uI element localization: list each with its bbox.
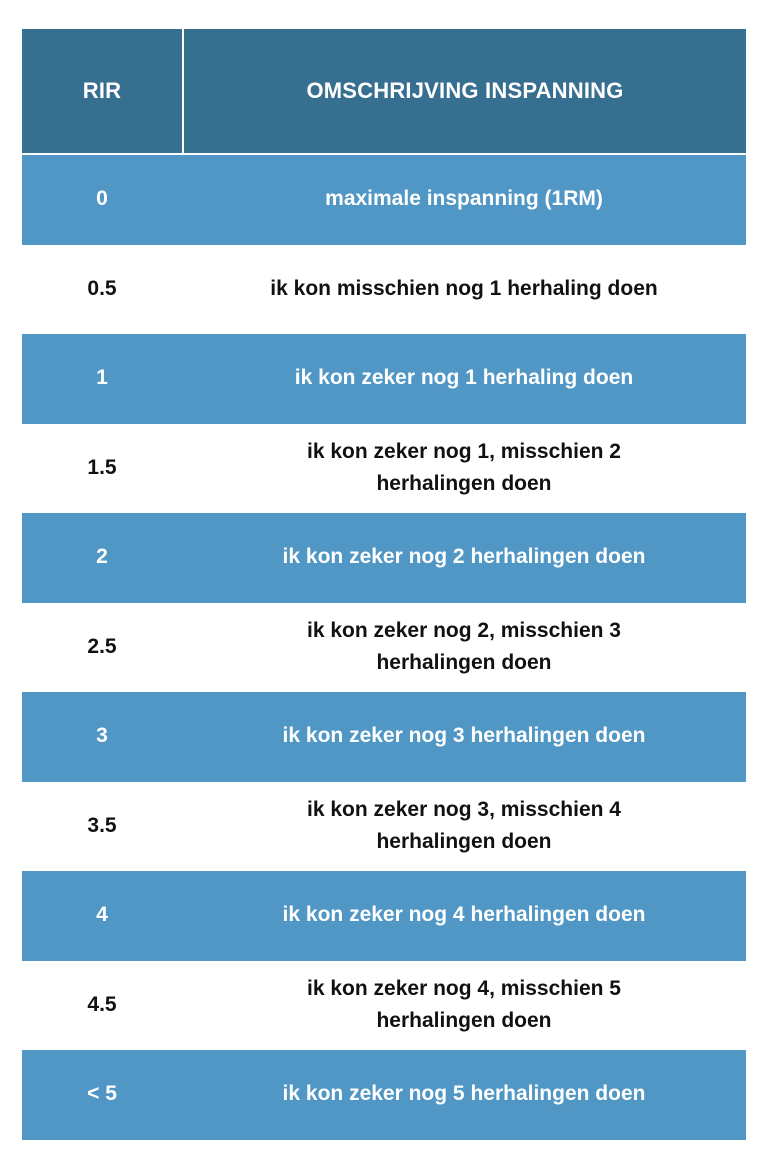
table-row xyxy=(22,513,746,603)
rir-value: 2 xyxy=(96,545,108,569)
table-row xyxy=(22,692,746,782)
table-row xyxy=(22,1050,746,1140)
description-cell xyxy=(182,155,746,245)
rir-value: 2.5 xyxy=(87,634,117,658)
rir-value: 4.5 xyxy=(87,992,117,1016)
rir-cell xyxy=(22,424,182,514)
rir-cell xyxy=(22,245,182,335)
table-row xyxy=(22,424,746,514)
description-text: ik kon zeker nog 5 herhalingen doen xyxy=(282,1082,646,1106)
rir-cell xyxy=(22,155,182,245)
header-description-label: OMSCHRIJVING INSPANNING xyxy=(306,78,624,103)
rir-value: < 5 xyxy=(87,1082,117,1106)
description-cell xyxy=(182,692,746,782)
description-cell xyxy=(182,603,746,693)
rir-cell xyxy=(22,334,182,424)
table-row xyxy=(22,334,746,424)
rir-cell xyxy=(22,603,182,693)
description-text: maximale inspanning (1RM) xyxy=(325,187,603,211)
description-cell xyxy=(182,245,746,335)
description-cell xyxy=(182,782,746,872)
description-text: ik kon zeker nog 1 herhaling doen xyxy=(294,366,634,390)
description-cell xyxy=(182,871,746,961)
description-text: ik kon zeker nog 2, misschien 3 herhalingen doen xyxy=(307,618,621,675)
description-cell xyxy=(182,424,746,514)
table-row xyxy=(22,155,746,245)
rir-cell xyxy=(22,961,182,1051)
description-text: ik kon misschien nog 1 herhaling doen xyxy=(270,276,658,300)
rir-value: 0.5 xyxy=(87,276,117,300)
description-cell xyxy=(182,961,746,1051)
rir-table xyxy=(22,29,746,1140)
rir-cell xyxy=(22,782,182,872)
rir-value: 0 xyxy=(96,187,108,211)
description-text: ik kon zeker nog 4 herhalingen doen xyxy=(282,903,646,927)
description-text: ik kon zeker nog 2 herhalingen doen xyxy=(282,545,646,569)
description-cell xyxy=(182,334,746,424)
description-text: ik kon zeker nog 4, misschien 5 herhalingen doen xyxy=(307,976,621,1033)
rir-value: 1 xyxy=(96,366,108,390)
table-header xyxy=(22,29,746,155)
description-text: ik kon zeker nog 3, misschien 4 herhalingen doen xyxy=(307,797,621,854)
rir-value: 1.5 xyxy=(87,455,117,479)
rir-value: 3 xyxy=(96,724,108,748)
rir-value: 4 xyxy=(96,903,108,927)
description-cell xyxy=(182,1050,746,1140)
table-row xyxy=(22,603,746,693)
rir-cell xyxy=(22,1050,182,1140)
table-row xyxy=(22,782,746,872)
description-text: ik kon zeker nog 3 herhalingen doen xyxy=(282,724,646,748)
table-row xyxy=(22,245,746,335)
table-row xyxy=(22,871,746,961)
rir-cell xyxy=(22,871,182,961)
header-cell-description xyxy=(184,29,746,153)
rir-cell xyxy=(22,692,182,782)
rir-cell xyxy=(22,513,182,603)
rir-value: 3.5 xyxy=(87,813,117,837)
description-cell xyxy=(182,513,746,603)
description-text: ik kon zeker nog 1, misschien 2 herhalingen doen xyxy=(307,439,621,496)
header-cell-rir xyxy=(22,29,184,153)
table-row xyxy=(22,961,746,1051)
header-rir-label: RIR xyxy=(82,78,122,103)
